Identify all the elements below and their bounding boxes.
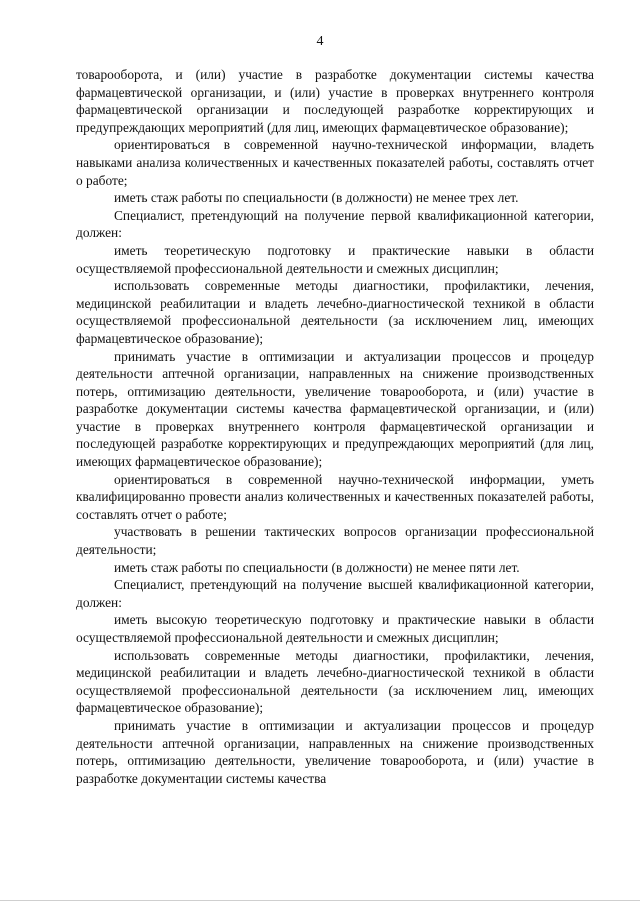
paragraph: Специалист, претендующий на получение первой квалификационной категории, должен:: [76, 207, 594, 241]
paragraph: принимать участие в оптимизации и актуализации процессов и процедур деятельности аптечной организации, направленных на снижение производственных потерь, оптимизацию деятельности, увеличение товарооборота, и (или) участие в разработке документации системы качества: [76, 717, 594, 786]
page-number: 4: [316, 34, 324, 49]
bottom-rule: [0, 900, 640, 901]
paragraph: принимать участие в оптимизации и актуализации процессов и процедур деятельности аптечной организации, направленных на снижение производственных потерь, оптимизацию деятельности, увеличение товарооборота, и (или) участие в разработке документации системы качества фармацевтической организации, и (или) участие в проверках внутреннего контроля фармацевтической организации и последующей разработке корректирующих и предупреждающих мероприятий (для лиц, имеющих фармацевтическое образование);: [76, 348, 594, 470]
paragraph: использовать современные методы диагностики, профилактики, лечения, медицинской реабилитации и владеть лечебно-диагностической техникой в области осуществляемой профессиональной деятельности (за исключением лиц, имеющих фармацевтическое образование);: [76, 647, 594, 716]
paragraph: иметь стаж работы по специальности (в должности) не менее трех лет.: [114, 190, 519, 206]
paragraph: иметь высокую теоретическую подготовку и практические навыки в области осуществляемой профессиональной деятельности и смежных дисциплин;: [76, 612, 594, 645]
paragraph: ориентироваться в современной научно-технической информации, владеть навыками анализа количественных и качественных показателей работы, составлять отчет о работе;: [76, 137, 594, 188]
paragraph: товарооборота, и (или) участие в разработке документации системы качества фармацевтической организации, и (или) участие в проверках внутреннего контроля фармацевтической организации и последующей разработке корректирующих и предупреждающих мероприятий (для лиц, имеющих фармацевтическое образование);: [76, 67, 594, 135]
paragraph: Специалист, претендующий на получение высшей квалификационной категории, должен:: [76, 577, 594, 610]
paragraph: ориентироваться в современной научно-технической информации, уметь квалифицированно провести анализ количественных и качественных показателей работы, составлять отчет о работе;: [76, 471, 594, 522]
paragraph: использовать современные методы диагностики, профилактики, лечения, медицинской реабилитации и владеть лечебно-диагностической техникой в области осуществляемой профессиональной деятельности (за исключением лиц, имеющих фармацевтическое образование);: [76, 278, 594, 346]
paragraph: участвовать в решении тактических вопросов организации профессиональной деятельности;: [76, 524, 594, 558]
document-body: [76, 66, 594, 787]
paragraph: иметь стаж работы по специальности (в должности) не менее пяти лет.: [114, 559, 520, 575]
paragraph: иметь теоретическую подготовку и практические навыки в области осуществляемой профессиональной деятельности и смежных дисциплин;: [76, 242, 594, 276]
